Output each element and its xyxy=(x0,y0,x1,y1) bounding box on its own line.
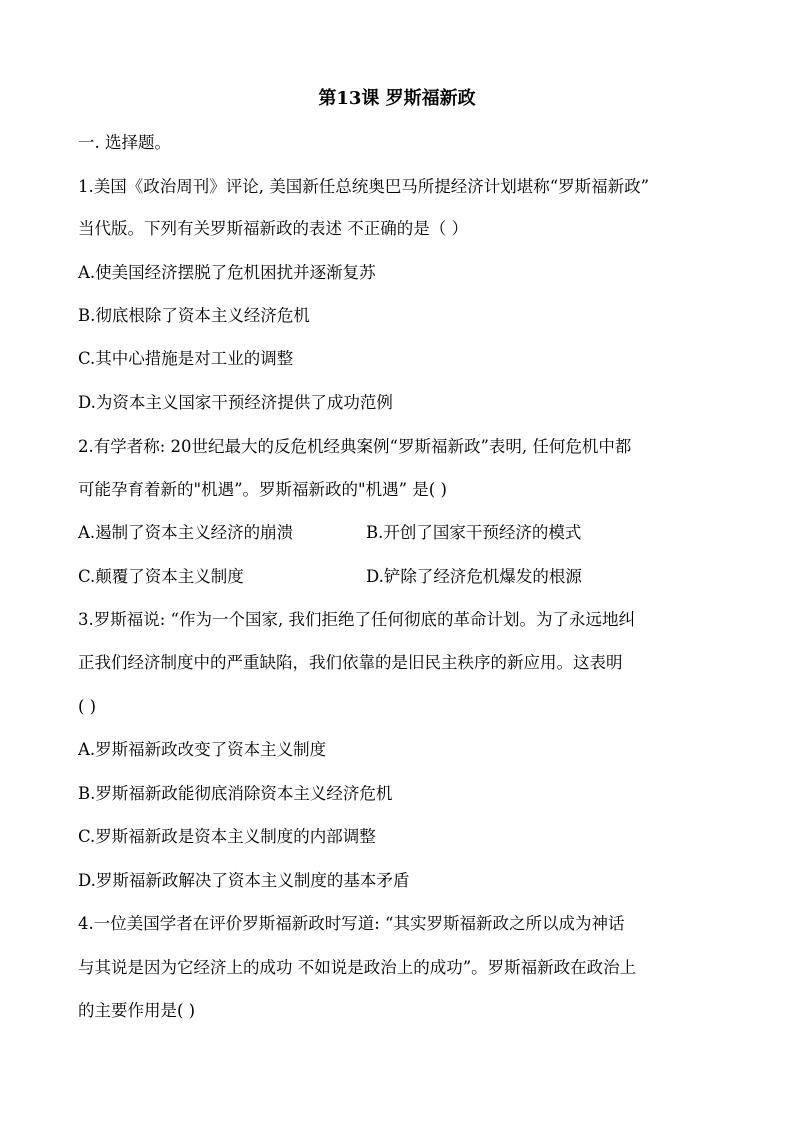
q4-stem-line1: 4.一位美国学者在评价罗斯福新政时写道: “其实罗斯福新政之所以成为神话 xyxy=(78,914,625,933)
q3-option-c: C.罗斯福新政是资本主义制度的内部调整 xyxy=(78,827,376,846)
q3-option-a: A.罗斯福新政改变了资本主义制度 xyxy=(78,740,327,759)
q1-stem-line2: 当代版。下列有关罗斯福新政的表述 不正确的是（ ） xyxy=(78,219,468,238)
page-title: 第13课 罗斯福新政 xyxy=(318,88,476,109)
q4-stem-line2: 与其说是因为它经济上的成功 不如说是政治上的成功”。罗斯福新政在政治上 xyxy=(78,958,637,977)
q1-option-b: B.彻底根除了资本主义经济危机 xyxy=(78,306,310,325)
q2-option-d: D.铲除了经济危机爆发的根源 xyxy=(366,567,582,586)
q1-option-d: D.为资本主义国家干预经济提供了成功范例 xyxy=(78,393,393,412)
q3-stem-line2: 正我们经济制度中的严重缺陷，我们依靠的是旧民主秩序的新应用。这表明 xyxy=(78,653,623,672)
q3-stem-line3: ( ) xyxy=(78,697,97,716)
section-heading: 一. 选择题。 xyxy=(78,133,171,152)
q3-stem-line1: 3.罗斯福说: “作为一个国家, 我们拒绝了任何彻底的革命计划。为了永远地纠 xyxy=(78,610,635,629)
q1-stem-line1: 1.美国《政治周刊》评论, 美国新任总统奥巴马所提经济计划堪称“罗斯福新政” xyxy=(78,177,650,196)
q3-option-b: B.罗斯福新政能彻底消除资本主义经济危机 xyxy=(78,784,393,803)
q2-stem-line1: 2.有学者称: 20世纪最大的反危机经典案例“罗斯福新政”表明, 任何危机中都 xyxy=(78,437,632,456)
q1-option-c: C.其中心措施是对工业的调整 xyxy=(78,349,294,368)
q2-option-a: A.遏制了资本主义经济的崩溃 xyxy=(78,523,294,542)
q1-option-a: A.使美国经济摆脱了危机困扰并逐渐复苏 xyxy=(78,263,376,282)
q2-option-b: B.开创了国家干预经济的模式 xyxy=(366,523,582,542)
q2-option-c: C.颠覆了资本主义制度 xyxy=(78,567,244,586)
q3-option-d: D.罗斯福新政解决了资本主义制度的基本矛盾 xyxy=(78,871,410,890)
q2-stem-line2: 可能孕育着新的"机遇”。罗斯福新政的"机遇” 是( ) xyxy=(78,480,447,499)
q4-stem-line3: 的主要作用是( ) xyxy=(78,1001,196,1020)
